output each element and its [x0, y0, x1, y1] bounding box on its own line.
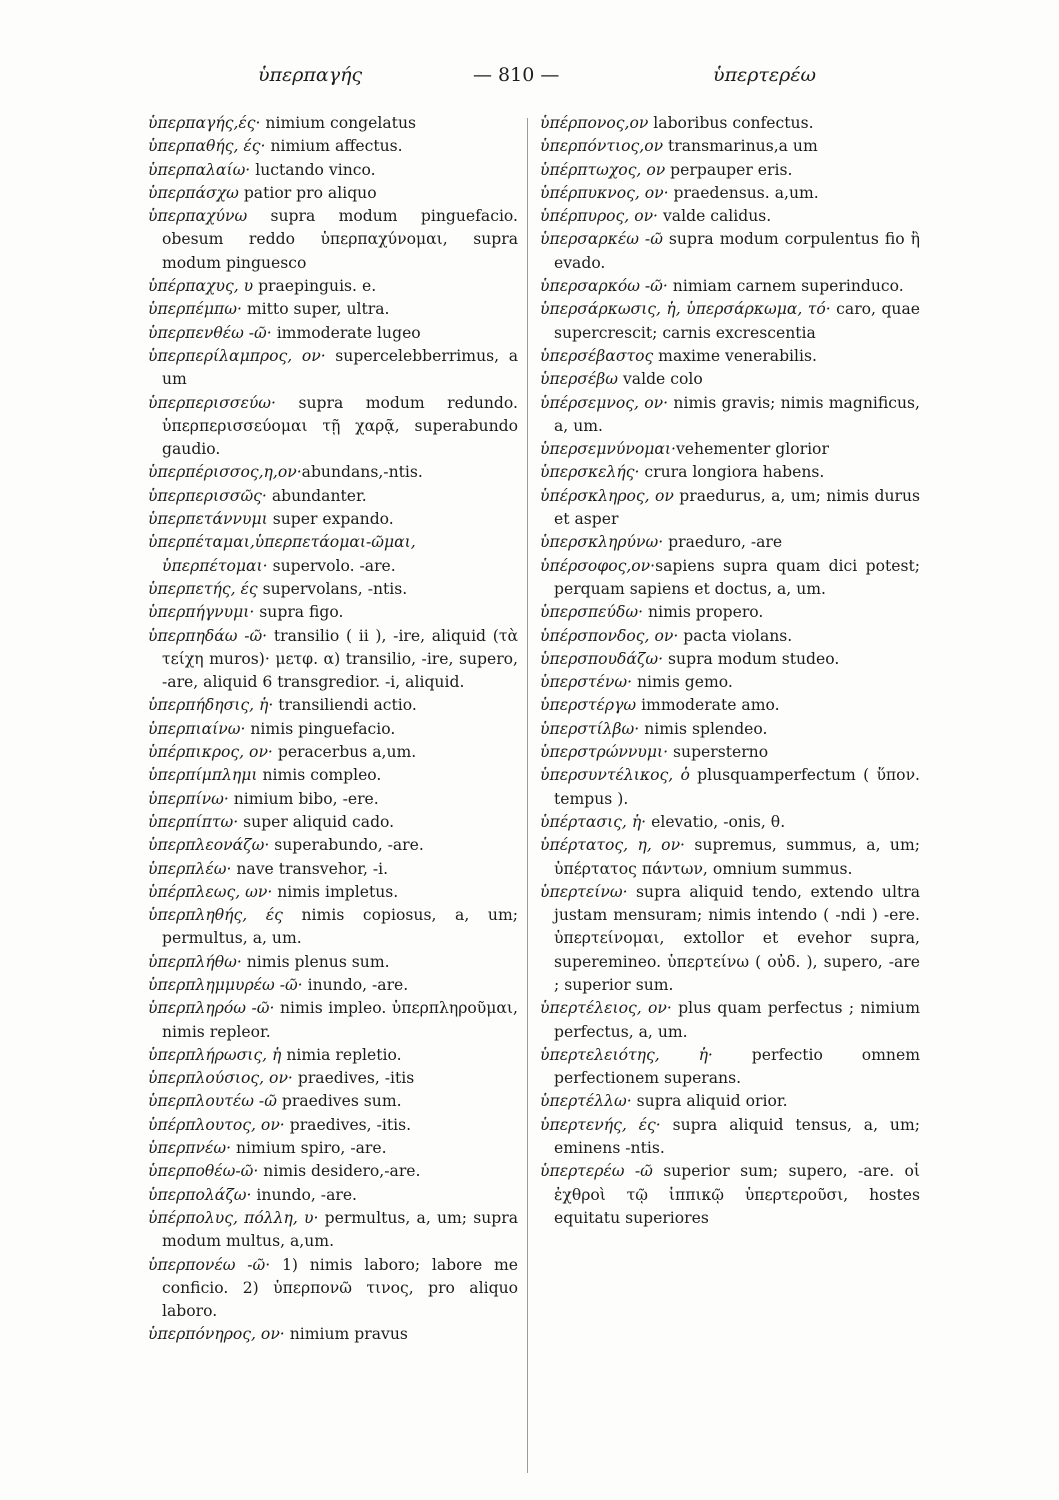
entry-definition: supervolans, -ntis. [257, 579, 408, 598]
dictionary-entry [148, 904, 518, 951]
entry-definition: patior pro aliquo [238, 183, 377, 202]
entry-definition: immoderate lugeo [271, 323, 421, 342]
dictionary-entry [148, 205, 518, 275]
dictionary-entry [148, 858, 518, 881]
dictionary-entry [540, 298, 920, 345]
entry-headword: ὑπερπέμπω· [148, 300, 242, 319]
entry-definition: supra figo. [254, 603, 344, 622]
entry-definition: supra modum pinguefacio. obesum reddo ὑπερπαχύνομαι, supra modum pinguesco [162, 207, 518, 272]
dictionary-entry [540, 555, 920, 602]
entry-definition: permultus, a, um; supra modum multus, a,um. [162, 1208, 518, 1251]
dictionary-entry [148, 811, 518, 834]
entry-headword: ὑπέρπυκνος, ον· [540, 183, 669, 202]
entry-definition: pacta violans. [678, 626, 793, 645]
entry-headword: ὑπερσάρκωσις, ἡ, ὑπερσάρκωμα, τό· [540, 300, 831, 319]
entry-definition: nimis impletus. [272, 882, 399, 901]
entry-definition: perfectio omnem perfectionem superans. [554, 1045, 920, 1088]
entry-headword: ὑπερσαρκόω -ῶ· [540, 277, 668, 296]
dictionary-entry [540, 368, 920, 391]
entry-definition: 1) nimis laboro; labore me conficio. 2) ὑπερπονῶ τινος, pro aliquo laboro. [162, 1255, 518, 1321]
entry-definition: nimis gemo. [632, 673, 733, 692]
entry-headword: ὑπερπλεονάζω· [148, 836, 270, 855]
entry-headword: ὑπερπετάννυμι [148, 510, 268, 529]
entry-definition: plus quam perfectus ; nimium perfectus, a, um. [554, 999, 920, 1041]
dictionary-entry [540, 228, 920, 275]
entry-headword: ὑπερπέρισσος,η,ον· [148, 463, 302, 482]
entry-definition: nimis splendeo. [639, 719, 768, 738]
entry-definition: laboribus confectus. [648, 114, 814, 132]
dictionary-entry [540, 881, 920, 997]
entry-definition: nimis compleo. [257, 766, 382, 785]
dictionary-entry [540, 1114, 920, 1161]
entry-headword: ὑπέρπυρος, ον· [540, 207, 659, 226]
entry-headword: ὑπερπλουτέω -ῶ [148, 1092, 277, 1111]
header-right-guide-word: ὑπερτερέω [713, 64, 816, 86]
entry-definition: supra modum corpulentus fio ἢ evado. [554, 230, 920, 272]
entry-definition: supersterno [668, 743, 769, 762]
dictionary-entry [148, 974, 518, 997]
entry-headword: ὑπερσέβω [540, 370, 619, 389]
entry-definition: valde calidus. [658, 207, 772, 226]
dictionary-entry [540, 834, 920, 881]
entry-definition: praepinguis. e. [253, 277, 377, 296]
entry-definition: maxime venerabilis. [653, 346, 817, 365]
dictionary-entry [148, 1160, 518, 1183]
dictionary-entry [148, 1323, 518, 1346]
entry-headword: ὑπερπήγνυμι· [148, 603, 255, 622]
entry-headword: ὑπερτελειότης, ἡ· [540, 1045, 713, 1064]
entry-definition: nimis gravis; nimis magnificus, a, um. [554, 393, 920, 435]
entry-headword: ὑπερστέργω [540, 696, 637, 715]
entry-headword: ὑπερπάσχω [148, 183, 239, 202]
entry-definition: abundanter. [266, 486, 367, 505]
entry-definition: nimium bibo, -ere. [228, 789, 379, 808]
entry-definition: praeduro, -are [663, 533, 783, 552]
entry-definition: praedives, -itis. [284, 1115, 412, 1134]
entry-definition: immoderate amo. [636, 696, 780, 715]
dictionary-entry [540, 159, 920, 182]
dictionary-entry [148, 741, 518, 764]
entry-definition: nimis impleo. ὑπερπληροῦμαι, nimis repleor. [162, 999, 518, 1041]
entry-headword: ὑπερπόντιος,ον [540, 137, 664, 156]
dictionary-entry [540, 741, 920, 764]
entry-headword: ὑπέρσκληρος, ον [540, 486, 674, 505]
entry-headword: ὑπερσκελής· [540, 463, 640, 482]
dictionary-entry [540, 438, 920, 461]
dictionary-entry [540, 718, 920, 741]
entry-definition: luctando vinco. [250, 160, 376, 179]
entry-headword: ὑπερπέταμαι,ὑπερπετάομαι-ῶμαι, ὑπερπέτομαι· [148, 533, 416, 575]
entry-headword: ὑπέρπλεως, ων· [148, 882, 273, 901]
entry-definition: nimis propero. [643, 603, 764, 622]
entry-definition: valde colo [618, 370, 703, 389]
entry-headword: ὑπέρπαχυς, υ [148, 277, 254, 296]
entry-headword: ὑπερτενής, ές· [540, 1115, 661, 1134]
entry-headword: ὑπερπιαίνω· [148, 719, 246, 738]
dictionary-entry [540, 694, 920, 717]
entry-headword: ὑπερσεμνύνομαι· [540, 440, 676, 459]
dictionary-entry [540, 345, 920, 368]
dictionary-entry [540, 764, 920, 811]
entry-definition: praedives sum. [276, 1092, 402, 1111]
entry-definition: vehementer glorior [675, 440, 829, 459]
dictionary-entry [148, 392, 518, 462]
entry-definition: praedives, -itis [292, 1069, 415, 1088]
entry-definition: peracerbus a,um. [272, 743, 417, 762]
dictionary-entry [148, 112, 518, 135]
dictionary-entry [148, 322, 518, 345]
entry-definition: nimis plenus sum. [241, 952, 390, 971]
dictionary-entry [148, 1254, 518, 1324]
dictionary-entry [148, 718, 518, 741]
entry-definition: plusquamperfectum ( ὕπον. tempus ). [554, 766, 921, 808]
entry-headword: ὑπερπαλαίω· [148, 160, 251, 179]
dictionary-entry [148, 345, 518, 392]
entry-headword: ὑπερπερίλαμπρος, ον· [148, 346, 326, 365]
entry-definition: supra modum redundo. ὑπερπερισσεύομαι τῇ χαρᾷ, superabundo gaudio. [162, 393, 518, 459]
dictionary-entry [148, 1184, 518, 1207]
dictionary-entry [540, 205, 920, 228]
entry-headword: ὑπέρπονος,ον [540, 114, 649, 132]
dictionary-entry [148, 834, 518, 857]
entry-headword: ὑπερπληρόω -ῶ· [148, 999, 275, 1018]
entry-definition: supra aliquid orior. [631, 1092, 788, 1111]
entry-headword: ὑπερτερέω -ῶ [540, 1162, 653, 1181]
dictionary-entry [540, 648, 920, 671]
entry-headword: ὑπέρσοφος,ον· [540, 556, 656, 575]
entry-definition: perpauper eris. [665, 160, 793, 179]
dictionary-entry [148, 1067, 518, 1090]
entry-definition: nimium spiro, -are. [231, 1139, 387, 1158]
dictionary-entry [148, 601, 518, 624]
dictionary-entry [540, 275, 920, 298]
page-number: — 810 — [473, 64, 560, 86]
dictionary-entry [540, 671, 920, 694]
entry-definition: supervolo. -are. [267, 556, 396, 575]
dictionary-entry [540, 1160, 920, 1230]
entry-headword: ὑπερσπεύδω· [540, 603, 644, 622]
entry-headword: ὑπερστένω· [540, 673, 633, 692]
entry-headword: ὑπερπλέω· [148, 859, 232, 878]
dictionary-entry [148, 951, 518, 974]
entry-headword: ὑπέρσεμνος, ον· [540, 393, 669, 412]
entry-headword: ὑπερπαθής, ές· [148, 137, 266, 156]
entry-headword: ὑπερτέλειος, ον· [540, 999, 672, 1018]
entry-definition: transilio ( ii ), -ire, aliquid (τὰ τείχη muros)· μετφ. α) transilio, -ire, supero, -are, aliquid 6 transgredior. -i, aliquid. [162, 626, 518, 692]
dictionary-entry [148, 298, 518, 321]
entry-definition: crura longiora habens. [639, 463, 825, 482]
entry-definition: super aliquid cado. [238, 812, 395, 831]
dictionary-entry [540, 485, 920, 532]
entry-headword: ὑπερπόνηρος, ον· [148, 1325, 285, 1344]
dictionary-entry [540, 1044, 920, 1091]
dictionary-entry [540, 182, 920, 205]
dictionary-entry [148, 461, 518, 484]
entry-definition: nimiam carnem superinduco. [667, 277, 904, 296]
entry-definition: supremus, summus, a, um; ὑπέρτατος πάντων, omnium summus. [554, 836, 920, 878]
entry-headword: ὑπερσκληρύνω· [540, 533, 664, 552]
entry-definition: nave transvehor, -i. [231, 859, 389, 878]
entry-definition: superabundo, -are. [269, 836, 424, 855]
dictionary-entry [540, 601, 920, 624]
entry-definition: supra aliquid tendo, extendo ultra justam mensuram; nimis intendo ( -ndi ) -ere. ὑπερτείνομαι, extollor et evehor supra, superemineo. ὑπερτείνω ( οὐδ. ), supero, -are ; superior sum. [554, 882, 920, 994]
dictionary-entry [148, 694, 518, 717]
entry-headword: ὑπέρπολυς, πόλλη, υ· [148, 1208, 319, 1227]
entry-definition: supra aliquid tensus, a, um; eminens -ntis. [554, 1115, 920, 1158]
dictionary-entry [148, 578, 518, 601]
dictionary-entry [540, 392, 920, 439]
entry-definition: superior sum; supero, -are. οἱ ἐχθροὶ τῷ ἱππικῷ ὑπερτεροῦσι, hostes equitatu superiores [554, 1162, 920, 1227]
dictionary-entry [148, 1137, 518, 1160]
entry-definition: nimium pravus [284, 1325, 408, 1344]
dictionary-entry [148, 159, 518, 182]
entry-definition: nimium congelatus [260, 114, 416, 132]
entry-definition: sapiens supra quam dici potest; perquam sapiens et doctus, a, um. [554, 556, 920, 598]
entry-headword: ὑπέρσπονδος, ον· [540, 626, 679, 645]
dictionary-entry [148, 531, 518, 578]
entry-headword: ὑπερπλήρωσις, ἡ [148, 1045, 282, 1064]
entry-headword: ὑπερπίπτω· [148, 812, 239, 831]
entry-headword: ὑπέρτατος, η, ον· [540, 836, 686, 855]
entry-headword: ὑπερπηδάω -ῶ· [148, 626, 268, 645]
entry-headword: ὑπερπενθέω -ῶ· [148, 323, 272, 342]
entry-definition: nimis copiosus, a, um; permultus, a, um. [162, 906, 518, 948]
entry-headword: ὑπερτέλλω· [540, 1092, 632, 1111]
entry-headword: ὑπερστίλβω· [540, 719, 640, 738]
left-column [148, 112, 518, 1347]
entry-definition: super expando. [267, 510, 394, 529]
dictionary-entry [148, 1044, 518, 1067]
entry-headword: ὑπέρτασις, ἡ· [540, 812, 647, 831]
entry-headword: ὑπερπλούσιος, ον· [148, 1069, 293, 1088]
entry-headword: ὑπερπαγής,ές· [148, 114, 261, 132]
entry-headword: ὑπερσαρκέω -ῶ [540, 230, 663, 249]
entry-headword: ὑπερπλημμυρέω -ῶ· [148, 975, 303, 994]
dictionary-entry [540, 112, 920, 135]
entry-definition: supercelebberrimus, a um [162, 346, 518, 389]
dictionary-entry [148, 135, 518, 158]
entry-definition: nimis desidero,-are. [258, 1162, 421, 1181]
header-left-guide-word: ὑπερπαγής [258, 64, 363, 86]
dictionary-entry [148, 485, 518, 508]
dictionary-entry [148, 788, 518, 811]
entry-definition: praedurus, a, um; nimis durus et asper [554, 486, 920, 529]
dictionary-entry [540, 135, 920, 158]
entry-headword: ὑπερπαχύνω [148, 207, 248, 226]
running-header [258, 64, 816, 90]
dictionary-entry [148, 1114, 518, 1137]
dictionary-entry [148, 1207, 518, 1254]
entry-definition: nimis pinguefacio. [245, 719, 396, 738]
entry-definition: inundo, -are. [251, 1185, 358, 1204]
entry-headword: ὑπερπίμπλημι [148, 766, 258, 785]
entry-definition: inundo, -are. [302, 975, 409, 994]
entry-headword: ὑπερπερισσεύω· [148, 393, 276, 412]
entry-headword: ὑπερπίνω· [148, 789, 229, 808]
dictionary-entry [148, 508, 518, 531]
entry-headword: ὑπερστρώννυμι· [540, 743, 669, 762]
entry-headword: ὑπερπετής, ές [148, 579, 258, 598]
dictionary-entry [540, 531, 920, 554]
dictionary-entry [540, 811, 920, 834]
entry-headword: ὑπερσυντέλικος, ὁ [540, 766, 690, 785]
dictionary-entry [540, 625, 920, 648]
dictionary-entry [148, 997, 518, 1044]
dictionary-entry [148, 764, 518, 787]
dictionary-entry [148, 881, 518, 904]
entry-headword: ὑπέρπλουτος, ον· [148, 1115, 285, 1134]
entry-headword: ὑπερπλήθω· [148, 952, 242, 971]
entry-headword: ὑπέρπτωχος, ον [540, 160, 666, 179]
dictionary-entry [148, 625, 518, 695]
dictionary-entry [148, 182, 518, 205]
entry-definition: transmarinus,a um [663, 137, 818, 156]
entry-definition: nimia repletio. [281, 1045, 402, 1064]
dictionary-entry [540, 997, 920, 1044]
right-column [540, 112, 920, 1230]
entry-headword: ὑπερπληθής, ές [148, 906, 283, 925]
entry-definition: transiliendi actio. [273, 696, 417, 715]
entry-headword: ὑπέρπικρος, ον· [148, 743, 273, 762]
entry-definition: praedensus. a,um. [668, 183, 819, 202]
entry-definition: mitto super, ultra. [241, 300, 390, 319]
entry-definition: elevatio, -onis, θ. [646, 812, 786, 831]
entry-definition: caro, quae supercrescit; carnis excrescentia [554, 300, 920, 342]
entry-headword: ὑπερποθέω-ῶ· [148, 1162, 259, 1181]
entry-definition: abundans,-ntis. [301, 463, 423, 482]
entry-definition: nimium affectus. [265, 137, 403, 156]
entry-headword: ὑπερπερισσῶς· [148, 486, 267, 505]
entry-headword: ὑπερπνέω· [148, 1139, 232, 1158]
entry-headword: ὑπερπολάζω· [148, 1185, 252, 1204]
dictionary-entry [148, 275, 518, 298]
entry-headword: ὑπερτείνω· [540, 882, 628, 901]
entry-headword: ὑπερσπουδάζω· [540, 649, 664, 668]
entry-definition: supra modum studeo. [663, 649, 840, 668]
entry-headword: ὑπερσέβαστος [540, 346, 654, 365]
dictionary-entry [148, 1090, 518, 1113]
entry-headword: ὑπερπήδησις, ἡ· [148, 696, 274, 715]
column-divider [527, 118, 528, 1473]
dictionary-entry [540, 461, 920, 484]
entry-headword: ὑπερπονέω -ῶ· [148, 1255, 271, 1274]
dictionary-entry [540, 1090, 920, 1113]
